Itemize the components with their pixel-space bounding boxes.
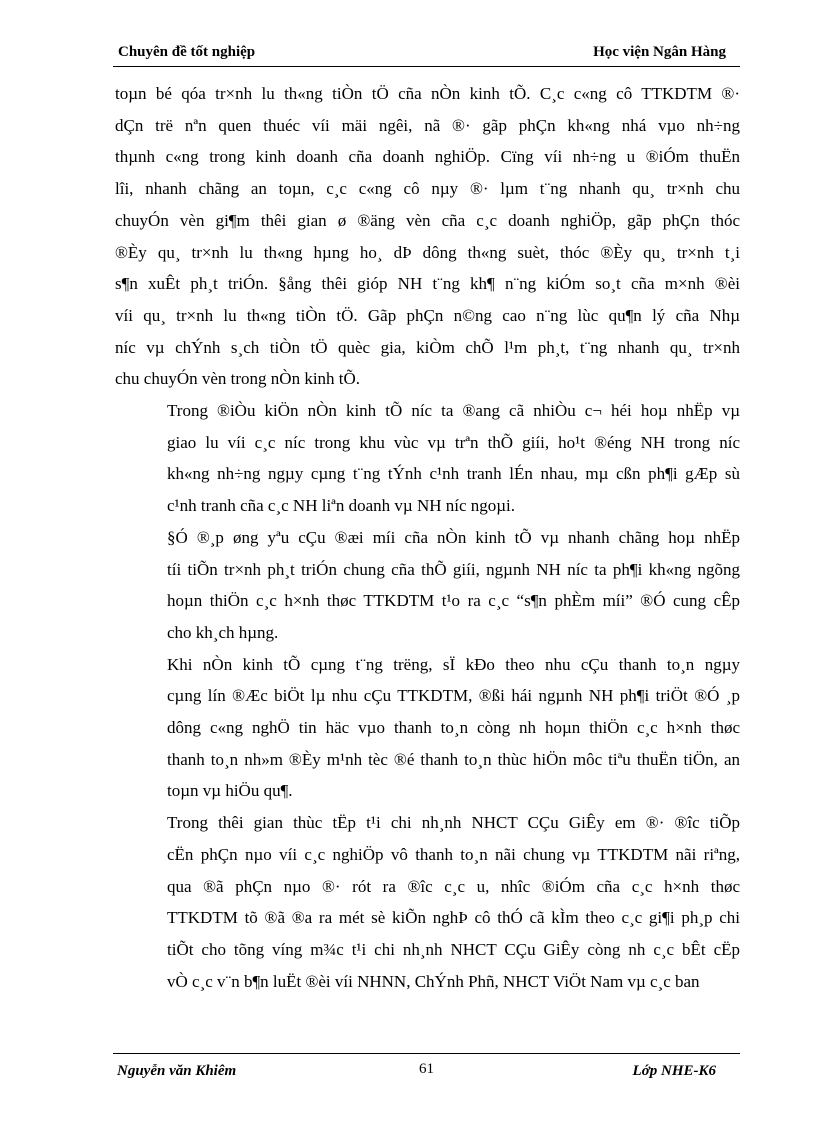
text-line: dÇn trë nªn quen thuéc víi mäi ngêi, nã ®· gãp phÇn kh«ng nhá vµo nh÷ng — [115, 115, 740, 135]
header-title-right: Học viện Ngân Hàng — [593, 44, 726, 60]
text-line: cho kh¸ch hµng. — [167, 622, 279, 642]
page-header — [113, 36, 740, 67]
text-line: tíi tiÕn tr×nh ph¸t triÓn chung cña thÕ giíi, ngµnh NH níc ta ph¶i kh«ng ngõng — [167, 559, 740, 579]
text-line: toµn bé qóa tr×nh lu th«ng tiÒn tÖ cña nÒn kinh tÕ. C¸c c«ng cô TTKDTM ®· — [115, 84, 740, 103]
footer-author: Nguyễn văn Khiêm — [117, 1063, 237, 1079]
document-body — [115, 78, 740, 997]
paragraph — [115, 395, 740, 522]
header-title-left: Chuyên đề tốt nghiệp — [118, 44, 256, 60]
page-footer — [113, 1053, 740, 1084]
text-line: ®Èy qu¸ tr×nh lu th«ng hµng ho¸ dÞ dông th«ng suèt, thóc ®Èy qu¸ tr×nh t¸i — [115, 242, 740, 262]
text-line: toµn vµ hiÖu qu¶. — [167, 781, 293, 801]
text-line: hoµn thiÖn c¸c h×nh thøc TTKDTM t¹o ra c¸c “s¶n phÈm míi” ®Ó cung cÊp — [167, 591, 740, 611]
footer-class: Lớp NHE-K6 — [632, 1063, 716, 1079]
paragraph — [115, 78, 740, 395]
paragraph — [115, 649, 740, 808]
text-line: c¹nh tranh cña c¸c NH liªn doanh vµ NH níc ngoµi. — [167, 496, 516, 516]
paragraph — [115, 522, 740, 649]
text-line: Khi nÒn kinh tÕ cµng t¨ng trëng, sÏ kÐo theo nhu cÇu thanh to¸n ngµy — [167, 654, 740, 674]
text-line: lîi, nhanh chãng an toµn, c¸c c«ng cô nµy ®· lµm t¨ng nhanh qu¸ tr×nh chu — [115, 179, 740, 199]
paragraph — [115, 807, 740, 997]
text-line: dông c«ng nghÖ tin häc vµo thanh to¸n còng nh hoµn thiÖn c¸c h×nh thøc — [167, 718, 740, 738]
text-line: cµng lín ®Æc biÖt lµ nhu cÇu TTKDTM, ®ßi hái ngµnh NH ph¶i triÖt ®Ó ¸p — [167, 686, 740, 706]
text-line: cËn phÇn nµo víi c¸c nghiÖp vô thanh to¸n nãi chung vµ TTKDTM nãi riªng, — [167, 844, 740, 864]
page-number: 61 — [419, 1061, 434, 1077]
text-line: qua ®ã phÇn nµo ®· rót ra ®îc c¸c u, nhîc ®iÓm cña c¸c h×nh thøc — [167, 876, 740, 896]
text-line: §Ó ®¸p øng yªu cÇu ®æi míi cña nÒn kinh tÕ vµ nhanh chãng hoµ nhËp — [167, 527, 740, 547]
text-line: thµnh c«ng trong kinh doanh cña doanh nghiÖp. Cïng víi nh÷ng u ®iÓm thuËn — [115, 147, 740, 167]
text-line: Trong thêi gian thùc tËp t¹i chi nh¸nh NHCT CÇu GiÊy em ®· ®îc tiÕp — [167, 813, 740, 833]
text-line: chuyÓn vèn gi¶m thêi gian ø ®äng vèn cña c¸c doanh nghiÖp, gãp phÇn thóc — [115, 210, 740, 230]
text-line: TTKDTM tõ ®ã ®a ra mét sè kiÕn nghÞ cô thÓ cã kÌm theo c¸c gi¶i ph¸p chi — [167, 908, 740, 928]
text-line: vÒ c¸c v¨n b¶n luËt ®èi víi NHNN, ChÝnh Phñ, NHCT ViÖt Nam vµ c¸c ban — [167, 971, 700, 991]
text-line: thanh to¸n nh»m ®Èy m¹nh tèc ®é thanh to¸n thùc hiÖn môc tiªu thuËn tiÖn, an — [167, 749, 740, 769]
text-line: chu chuyÓn vèn trong nÒn kinh tÕ. — [115, 369, 361, 389]
text-line: giao lu víi c¸c níc trong khu vùc vµ trªn thÕ giíi, ho¹t ®éng NH trong níc — [167, 432, 740, 452]
text-line: kh«ng nh÷ng ngµy cµng t¨ng tÝnh c¹nh tranh lÉn nhau, mµ cßn ph¶i gÆp sù — [167, 464, 740, 484]
text-line: níc vµ chÝnh s¸ch tiÒn tÖ quèc gia, kiÒm chÕ l¹m ph¸t, t¨ng nhanh qu¸ tr×nh — [115, 337, 740, 357]
text-line: Trong ®iÒu kiÖn nÒn kinh tÕ níc ta ®ang cã nhiÒu c¬ héi hoµ nhËp vµ — [167, 401, 740, 421]
text-line: s¶n xuÊt ph¸t triÓn. §ång thêi gióp NH t¨ng kh¶ n¨ng kiÓm so¸t cña m×nh ®èi — [115, 274, 740, 294]
text-line: víi qu¸ tr×nh lu th«ng tiÒn tÖ. Gãp phÇn n©ng cao n¨ng lùc qu¶n lý cña Nhµ — [115, 305, 740, 325]
text-line: tiÕt cho tõng víng m¾c t¹i chi nh¸nh NHCT CÇu GiÊy còng nh c¸c bÊt cËp — [167, 939, 740, 959]
